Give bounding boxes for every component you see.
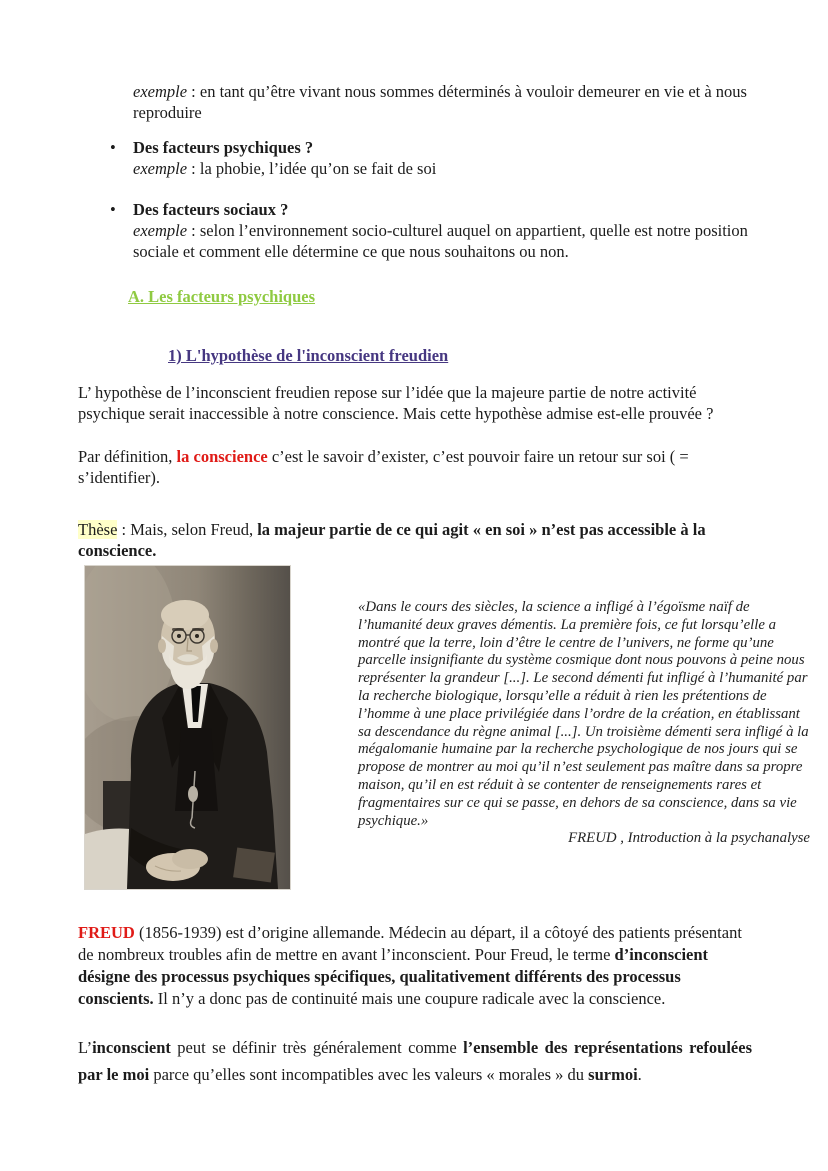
example-label: exemple xyxy=(133,82,188,101)
run-1: L’ xyxy=(78,1038,93,1057)
freud-bio-run-2: Il n’y a donc pas de continuité mais une coupure radicale avec la conscience. xyxy=(153,989,666,1008)
these-highlighted-label: Thèse xyxy=(78,520,118,539)
these-run-1: : Mais, selon Freud, xyxy=(117,520,258,539)
definition-run-1: Par définition, xyxy=(78,447,177,466)
section-heading-a: A. Les facteurs psychiques xyxy=(128,287,316,306)
freud-quote-block xyxy=(358,566,810,848)
definition-paragraph xyxy=(78,446,752,488)
surmoi-bold-term: surmoi xyxy=(588,1065,638,1084)
bullet-icon: • xyxy=(110,200,116,219)
freud-bio-run-1: (1856-1939) est d’origine allemande. Médecin au départ, il a côtoyé des patients présentant de nombreux troubles afin de mettre en avant l’inconscient. Pour Freud, le terme xyxy=(78,923,742,964)
example-label: exemple xyxy=(133,159,188,178)
these-paragraph xyxy=(78,519,752,561)
example-text: : en tant qu’être vivant nous sommes déterminés à vouloir demeurer en vie et à nous reproduire xyxy=(133,82,747,122)
definition-run-2: c’est le savoir d’exister, c’est pouvoir faire un retour sur soi ( = s’identifier). xyxy=(78,447,689,487)
these-bold-claim: la majeur partie de ce qui agit « en soi » n’est pas accessible à la conscience. xyxy=(78,520,706,560)
bullet-icon: • xyxy=(110,138,116,157)
list-item-body xyxy=(133,137,758,179)
hypothesis-paragraph: L’ hypothèse de l’inconscient freudien repose sur l’idée que la majeure partie de notre activité psychique serait inaccessible à notre conscience. Mais cette hypothèse admise est-elle prouvée ? xyxy=(78,383,714,423)
list-item-body xyxy=(133,199,758,262)
example-label: exemple xyxy=(133,221,188,240)
inconscient-definition-paragraph xyxy=(78,1034,752,1088)
run-3: parce qu’elles sont incompatibles avec les valeurs « morales » du xyxy=(149,1065,589,1084)
run-2: peut se définir très généralement comme xyxy=(170,1038,464,1057)
example-text: : la phobie, l’idée qu’on se fait de soi xyxy=(187,159,437,178)
conscience-red-term: la conscience xyxy=(176,447,268,466)
subsection-heading-1: 1) L'hypothèse de l'inconscient freudien xyxy=(168,346,449,365)
freud-bio-paragraph xyxy=(78,922,758,1010)
list-item-facteurs-sociaux xyxy=(110,199,758,262)
list-item-facteurs-psychiques xyxy=(110,137,758,179)
freud-red-name: FREUD xyxy=(78,923,135,942)
inconscient-bold-term: inconscient xyxy=(92,1038,171,1057)
list-item-example xyxy=(133,220,758,262)
freud-portrait-illustration xyxy=(85,566,290,889)
run-4: . xyxy=(637,1065,642,1084)
photo-and-quote-row xyxy=(0,566,828,889)
intro-example-paragraph xyxy=(133,81,758,123)
list-item-title: Des facteurs psychiques ? xyxy=(133,138,314,157)
refoulees-bold-run: l’ensemble des représentations refoulées par le moi xyxy=(78,1038,753,1084)
list-item-example xyxy=(133,158,758,179)
quote-attribution: FREUD , Introduction à la psychanalyse xyxy=(568,830,810,847)
freud-bio-bold-run: d’inconscient désigne des processus psychiques spécifiques, qualitativement différents des processus conscients. xyxy=(78,945,709,1008)
quote-text: «Dans le cours des siècles, la science a infligé à l’égoïsme naïf de l’humanité deux graves démentis. La première fois, ce fut lorsqu’elle a montré que la terre, loin d’être le centre de l’univers, ne forme qu’une parcelle insignifiante du système cosmique dont nous pouvons à peine nous représenter la grandeur [...]. Le second démenti fut infligé à l’humanité par la recherche biologique, lorsqu’elle a réduit à rien les prétentions de l’homme à une place privilégiée dans l’ordre de la création, en établissant sa descendance du règne animal [...]. Un troisième démenti sera infligé à la mégalomanie humaine par la recherche psychologique de nos jours qui se propose de montrer au moi qu’il n’est seulement pas maître dans sa propre maison, qu’il en est réduit à se contenter de renseignements rares et fragmentaires sur ce qui se passe, en dehors de sa conscience, dans sa vie psychique.» xyxy=(358,599,809,829)
freud-photo xyxy=(85,566,290,889)
list-item-title: Des facteurs sociaux ? xyxy=(133,200,289,219)
example-text: : selon l’environnement socio-culturel auquel on appartient, quelle est notre position sociale et comment elle détermine ce que nous souhaitons ou non. xyxy=(133,221,748,261)
